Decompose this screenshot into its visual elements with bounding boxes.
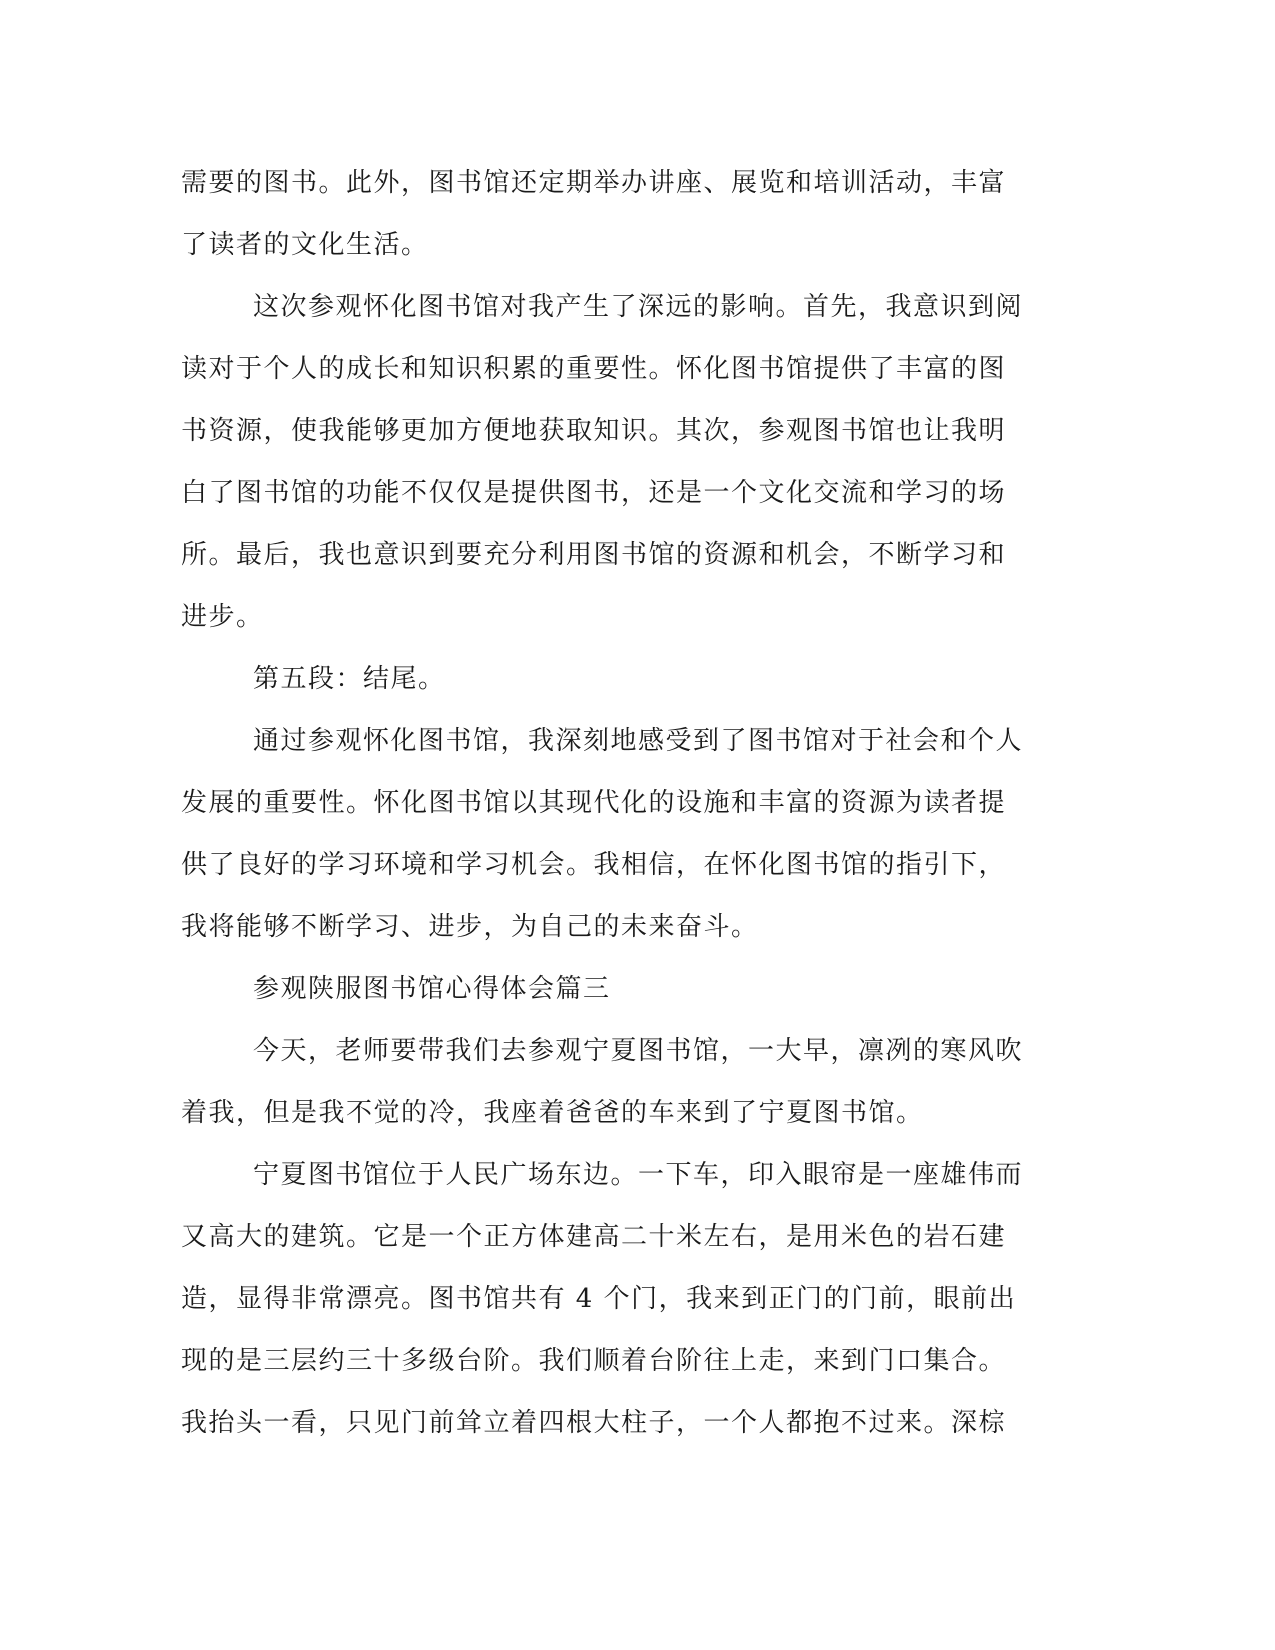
text-line: 供了良好的学习环境和学习机会。我相信，在怀化图书馆的指引下，	[181, 850, 1007, 880]
paragraph-start-line: 这次参观怀化图书馆对我产生了深远的影响。首先，我意识到阅	[253, 292, 1024, 322]
text-line: 我将能够不断学习、进步，为自己的未来奋斗。	[181, 912, 759, 942]
text-line: 着我，但是我不觉的冷，我座着爸爸的车来到了宁夏图书馆。	[181, 1098, 924, 1128]
text-line: 发展的重要性。怀化图书馆以其现代化的设施和丰富的资源为读者提	[181, 788, 1007, 818]
text-line: 了读者的文化生活。	[181, 230, 429, 260]
paragraph-start-line: 宁夏图书馆位于人民广场东边。一下车，印入眼帘是一座雄伟而	[253, 1160, 1024, 1190]
text-line: 读对于个人的成长和知识积累的重要性。怀化图书馆提供了丰富的图	[181, 354, 1007, 384]
paragraph-start-line: 通过参观怀化图书馆，我深刻地感受到了图书馆对于社会和个人	[253, 726, 1024, 756]
text-line: 现的是三层约三十多级台阶。我们顺着台阶往上走，来到门口集合。	[181, 1346, 1007, 1376]
document-body	[181, 152, 1041, 1454]
text-line: 我抬头一看，只见门前耸立着四根大柱子，一个人都抱不过来。深棕	[181, 1408, 1007, 1438]
article-title: 参观陕服图书馆心得体会篇三	[253, 974, 611, 1004]
section-heading: 第五段：结尾。	[253, 664, 446, 694]
text-line: 书资源，使我能够更加方便地获取知识。其次，参观图书馆也让我明	[181, 416, 1007, 446]
text-line: 所。最后，我也意识到要充分利用图书馆的资源和机会，不断学习和	[181, 540, 1007, 570]
text-line: 需要的图书。此外，图书馆还定期举办讲座、展览和培训活动，丰富	[181, 168, 1007, 198]
text-line: 白了图书馆的功能不仅仅是提供图书，还是一个文化交流和学习的场	[181, 478, 1007, 508]
text-line: 进步。	[181, 602, 264, 632]
text-line: 又高大的建筑。它是一个正方体建高二十米左右，是用米色的岩石建	[181, 1222, 1007, 1252]
paragraph-start-line: 今天，老师要带我们去参观宁夏图书馆，一大早，凛冽的寒风吹	[253, 1036, 1024, 1066]
text-line: 造，显得非常漂亮。图书馆共有 4 个门，我来到正门的门前，眼前出	[181, 1284, 1017, 1314]
